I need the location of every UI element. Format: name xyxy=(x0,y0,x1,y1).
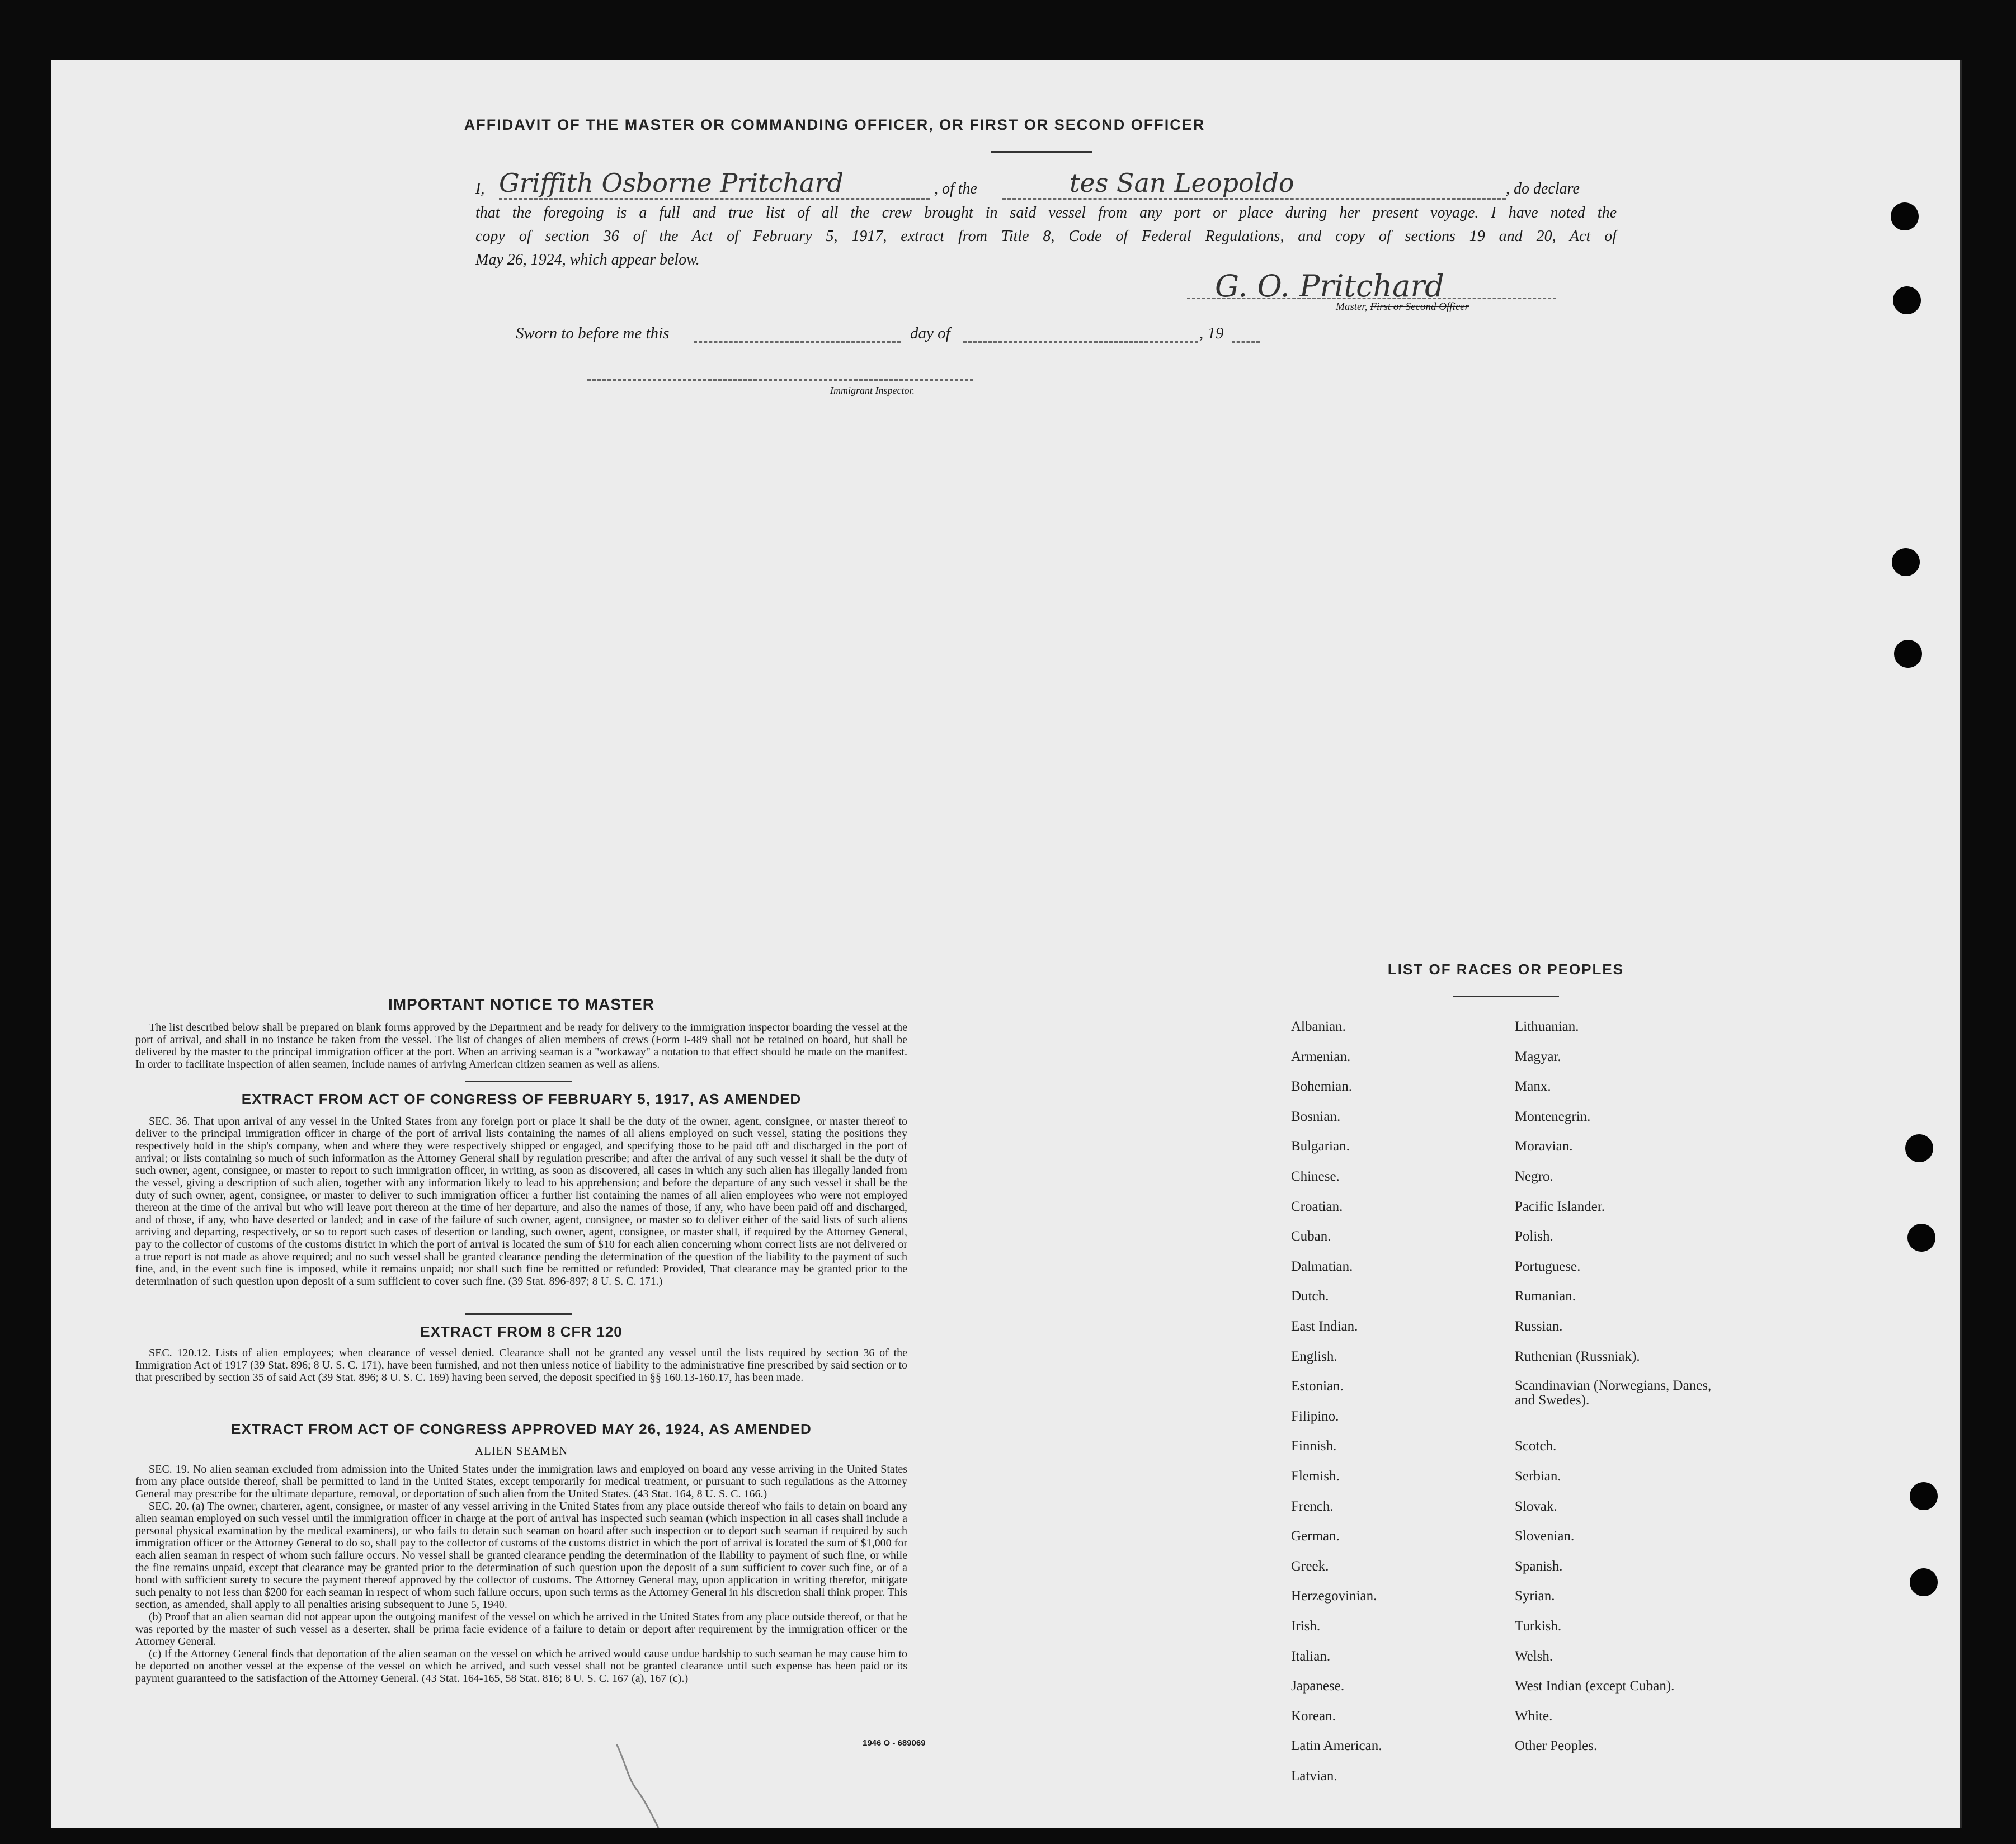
divider-2 xyxy=(465,1313,572,1315)
race-item: Finnish. xyxy=(1291,1439,1337,1454)
race-item: Scotch. xyxy=(1515,1439,1557,1454)
races-title: LIST OF RACES OR PEOPLES xyxy=(1387,961,1624,978)
race-item: Flemish. xyxy=(1291,1469,1340,1484)
punch-hole xyxy=(1905,1134,1933,1162)
race-item: Cuban. xyxy=(1291,1229,1331,1244)
punch-hole xyxy=(1891,202,1919,230)
race-item: Serbian. xyxy=(1515,1469,1561,1484)
notice-body: The list described below shall be prepared on blank forms approved by the Department and be ready for delivery to the immigration inspector boarding the vessel at the port of arrival, and shall in no instance be taken from the vessel. The list of changes of alien members of crews (Form I-489 shall not be retained on board, but shall be delivered by the master to the principal immigration officer at the port. When an arriving seaman is a "workaway" a notation to that effect should be made on the manifest. In order to facilitate inspection of alien seamen, include names of arriving American citizen seamen as well as aliens. xyxy=(135,1021,907,1070)
races-underline xyxy=(1453,996,1559,997)
punch-hole xyxy=(1892,548,1920,576)
race-item: Syrian. xyxy=(1515,1588,1555,1604)
race-item: Irish. xyxy=(1291,1619,1321,1634)
notice-title: IMPORTANT NOTICE TO MASTER xyxy=(388,996,655,1013)
race-item: Chinese. xyxy=(1291,1169,1340,1184)
affidavit-title: AFFIDAVIT OF THE MASTER OR COMMANDING OFFICER, OR FIRST OR SECOND OFFICER xyxy=(464,116,1205,133)
race-item: Manx. xyxy=(1515,1079,1551,1095)
race-item: Dalmatian. xyxy=(1291,1258,1353,1274)
sec-19-text: SEC. 19. No alien seaman excluded from admission into the United States under the immigration laws and employed on board any vesse arriving in the United States from any place outside thereof, shall be permitted to land in the United States, except temporarily for medical treatment, or pursuant to such regulations as the Attorney General may prescribe for the ultimate departure, removal, or deportation of such alien from the United States. (43 Stat. 164, 8 U. S. C. 166.) xyxy=(135,1463,907,1500)
extract-1924-body xyxy=(135,1463,907,1685)
race-item: Korean. xyxy=(1291,1708,1336,1724)
race-item: West Indian (except Cuban). xyxy=(1515,1678,1675,1694)
day-of-label: day of xyxy=(910,324,950,342)
race-item: English. xyxy=(1291,1348,1337,1364)
race-item: Greek. xyxy=(1291,1558,1329,1574)
race-item: Moravian. xyxy=(1515,1139,1573,1154)
punch-hole xyxy=(1894,640,1922,668)
print-code: 1946 O - 689069 xyxy=(863,1738,926,1748)
race-item: Slovenian. xyxy=(1515,1529,1575,1544)
extract-cfr-title: EXTRACT FROM 8 CFR 120 xyxy=(420,1323,623,1340)
race-item: Italian. xyxy=(1291,1648,1331,1664)
sworn-label: Sworn to before me this xyxy=(516,324,670,342)
inspector-label: Immigrant Inspector. xyxy=(830,385,915,396)
race-item: Estonian. xyxy=(1291,1379,1344,1394)
master-name-handwritten: Griffith Osborne Pritchard xyxy=(499,168,844,198)
race-item: Welsh. xyxy=(1515,1648,1553,1664)
race-item: Scandinavian (Norwegians, Danes, and Swedes). xyxy=(1515,1378,1712,1408)
sworn-day-line xyxy=(694,341,901,343)
vessel-name-line xyxy=(1002,198,1506,200)
signature-line xyxy=(1187,298,1556,299)
race-item: Rumanian. xyxy=(1515,1289,1576,1304)
vessel-name-handwritten: tes San Leopoldo xyxy=(1070,168,1294,198)
sworn-month-line xyxy=(963,341,1198,343)
race-item: Russian. xyxy=(1515,1319,1563,1334)
paper-crease xyxy=(611,1744,678,1828)
year-label: , 19 xyxy=(1199,324,1224,342)
signature-handwritten: G. O. Pritchard xyxy=(1215,268,1444,304)
race-item: Other Peoples. xyxy=(1515,1738,1598,1754)
race-item: Polish. xyxy=(1515,1229,1553,1244)
race-item: Armenian. xyxy=(1291,1049,1351,1064)
sec-20b-text: (b) Proof that an alien seaman did not appear upon the outgoing manifest of the vessel on which he arrived in the United States from any place outside thereof, or that he was reported by the master of such vessel as a deserter, shall be prima facie evidence of a failure to detain or deport after requirement by the immigration officer or the Attorney General. xyxy=(135,1611,907,1648)
race-item: Montenegrin. xyxy=(1515,1109,1591,1124)
signature-caption: Master, First or Second Officer xyxy=(1336,301,1469,313)
sworn-year-line xyxy=(1232,341,1260,343)
race-item: Filipino. xyxy=(1291,1408,1339,1424)
race-item: Latin American. xyxy=(1291,1738,1382,1754)
race-item: Portuguese. xyxy=(1515,1258,1581,1274)
race-item: Pacific Islander. xyxy=(1515,1199,1605,1214)
race-item: Slovak. xyxy=(1515,1498,1557,1514)
race-item: French. xyxy=(1291,1498,1334,1514)
race-item: Negro. xyxy=(1515,1169,1553,1184)
i-label: I, xyxy=(475,180,485,197)
race-item: Croatian. xyxy=(1291,1199,1343,1214)
divider-1 xyxy=(465,1081,572,1082)
extract-1917-body: SEC. 36. That upon arrival of any vessel in the United States from any foreign port or place it shall be the duty of the owner, agent, consignee, or master thereof to deliver to the principal immigration officer in charge of the port of arrival lists containing the names of all aliens employed on such vessel, stating the positions they respectively hold in the ship's company, when and where they were respectively shipped or engaged, and specifying those to be paid off and discharged in the port of arrival; or lists containing so much of such information as the Attorney General shall by regulation prescribe; and after the arrival of any such vessel it shall be the duty of such owner, agent, consignee, or master to report to such immigration officer, in writing, as soon as discovered, all cases in which any such alien has illegally landed from the vessel, giving a description of such alien, together with any information likely to lead to his apprehension; and before the departure of any such vessel it shall be the duty of such owner, agent, consignee, or master to deliver to such immigration officer a further list containing the names of all alien employees who were not employed thereon at the time of the arrival but who will leave port thereon at the time of her departure, and also the names of those, if any, who have been paid off and discharged, and of those, if any, who have deserted or landed; and in case of the failure of such owner, agent, consignee, or master so to deliver either of the said lists of such aliens arriving and departing, respectively, or so to report such cases of desertion or landing, such owner, agent, consignee, or master shall, if required by the Attorney General, pay to the collector of customs of the customs district in which the port of arrival is located the sum of $10 for each alien concerning whom correct lists are not delivered or a true report is not made as above required; and no such vessel shall be granted clearance pending the determination of the question of the liability to the payment of such fine, and, in the event such fine is imposed, while it remains unpaid; nor shall such fine be remitted or refunded: Provided, That clearance may be granted prior to the determination of such question upon deposit of a sum sufficient to cover such fine. (39 Stat. 896-897; 8 U. S. C. 171.) xyxy=(135,1115,907,1288)
race-item: Spanish. xyxy=(1515,1558,1563,1574)
race-item: Bosnian. xyxy=(1291,1109,1341,1124)
race-item: Turkish. xyxy=(1515,1619,1562,1634)
inspector-line xyxy=(587,379,973,381)
race-item: German. xyxy=(1291,1529,1340,1544)
race-item: Albanian. xyxy=(1291,1019,1346,1034)
race-item: Herzegovinian. xyxy=(1291,1588,1377,1604)
race-item: East Indian. xyxy=(1291,1319,1358,1334)
race-item: Japanese. xyxy=(1291,1678,1345,1694)
extract-1924-title: EXTRACT FROM ACT OF CONGRESS APPROVED MAY 26, 1924, AS AMENDED xyxy=(231,1421,812,1437)
sec-20a-text: SEC. 20. (a) The owner, charterer, agent, consignee, or master of any vessel arriving in the United States from any place outside thereof who fails to detain on board any alien seaman employed on such vessel until the immigration officer in charge at the port of arrival has inspected such seaman (which inspection in all cases shall include a personal physical examination by the medical examiners), or who fails to detain such seaman on board after such inspection or to deport such seaman if required by such immigration officer or the Attorney General to do so, shall pay to the collector of customs of the customs district in which the port of arrival is located the sum of $1,000 for each alien seaman in respect of whom such failure occurs. No vessel shall be granted clearance pending the determination of the liability to payment of such fine, or while the fine remains unpaid, except that clearance may be granted prior to the determination of such question upon the deposit of a sum sufficient to cover such fine, or of a bond with sufficient surety to secure the payment thereof approved by the collector of customs. The Attorney General may, upon application in writing therefor, mitigate such penalty to not less than $200 for each seaman in respect of whom such failure occurs, upon such terms as the Attorney General in his discretion shall think proper. This section, as amended, shall apply to all penalties arising subsequent to June 5, 1940. xyxy=(135,1500,907,1611)
punch-hole xyxy=(1910,1482,1938,1510)
extract-1917-title: EXTRACT FROM ACT OF CONGRESS OF FEBRUARY 5, 1917, AS AMENDED xyxy=(241,1091,802,1107)
race-item: Latvian. xyxy=(1291,1768,1337,1784)
title-underline xyxy=(991,151,1092,153)
punch-hole xyxy=(1910,1568,1938,1596)
race-item: White. xyxy=(1515,1708,1553,1724)
race-item: Magyar. xyxy=(1515,1049,1561,1064)
document-page xyxy=(51,60,1962,1828)
race-item: Lithuanian. xyxy=(1515,1019,1579,1034)
race-item: Bulgarian. xyxy=(1291,1139,1350,1154)
of-the-label: , of the xyxy=(934,180,977,197)
race-item: Ruthenian (Russniak). xyxy=(1515,1348,1640,1364)
punch-hole xyxy=(1893,286,1921,314)
race-item: Dutch. xyxy=(1291,1289,1329,1304)
extract-1924-subtitle: ALIEN SEAMEN xyxy=(474,1444,568,1458)
affidavit-statement: that the foregoing is a full and true list of all the crew brought in said vessel from any port or place during her present voyage. I have noted the copy of section 36 of the Act of February 5, 1917, extract from Title 8, Code of Federal Regulations, and copy of sections 19 and 20, Act of May 26, 1924, which appear below. xyxy=(475,204,1617,268)
sec-20c-text: (c) If the Attorney General finds that deportation of the alien seaman on the vessel on which he arrived would cause undue hardship to such seaman he may cause him to be deported on another vessel at the expense of the vessel on which he arrived, and such vessel shall not be granted clearance until such expense has been paid or its payment guaranteed to the satisfaction of the Attorney General. (43 Stat. 164-165, 58 Stat. 816; 8 U. S. C. 167 (a), 167 (c).) xyxy=(135,1648,907,1685)
master-name-line xyxy=(499,198,930,200)
extract-cfr-body: SEC. 120.12. Lists of alien employees; when clearance of vessel denied. Clearance shall not be granted any vessel until the lists required by section 36 of the Immigration Act of 1917 (39 Stat. 896; 8 U. S. C. 171), have been furnished, and not then unless notice of liability to the administrative fine prescribed by said section or to that prescribed by section 35 of said Act (39 Stat. 896; 8 U. S. C. 169) having been served, the deposit specified in §§ 160.13-160.17, has been made. xyxy=(135,1347,907,1384)
do-declare-label: , do declare xyxy=(1506,180,1580,197)
race-item: Bohemian. xyxy=(1291,1079,1353,1095)
punch-hole xyxy=(1907,1224,1935,1252)
